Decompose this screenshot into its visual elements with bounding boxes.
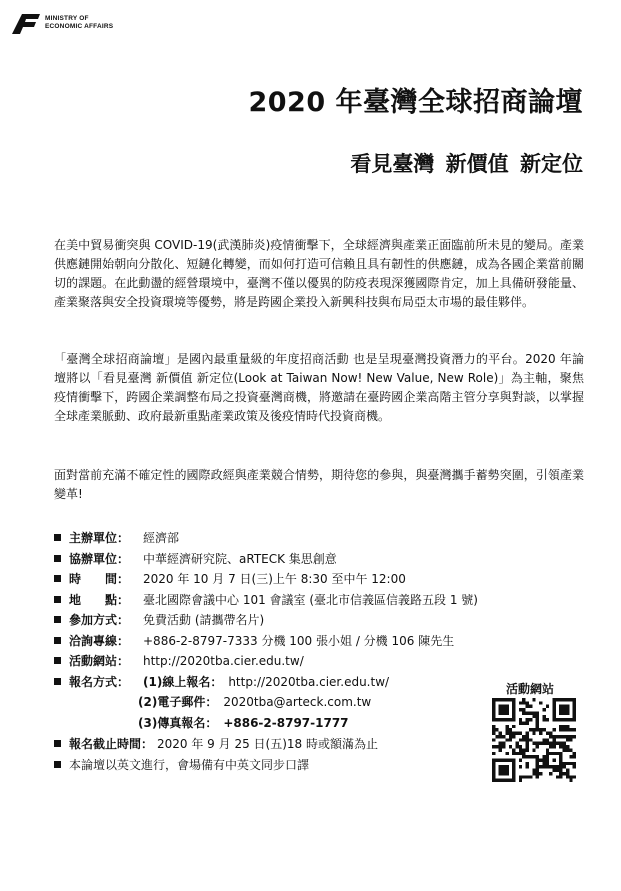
time-label: 時 間： xyxy=(69,572,130,586)
info-row-method xyxy=(54,610,494,631)
contact-value: +886-2-8797-7333 分機 100 張小姐 / 分機 106 陳先生 xyxy=(143,633,455,648)
intro-paragraph-2: 「臺灣全球招商論壇」是國內最重量級的年度招商活動 也是呈現臺灣投資潛力的平台。2020 年論壇將以「看見臺灣 新價值 新定位(Look at Taiwan Now! New Value, New Role)」為主軸，聚焦疫情衝擊下，跨國企業調整布局之投資臺灣商機，將邀請在臺跨國企業高階主管分享與對談，以掌握全球產業脈動、政府最新重點產業政策及後疫情時代投資商機。 xyxy=(54,352,584,423)
square-bullet-icon xyxy=(54,616,61,623)
info-row-deadline xyxy=(54,734,494,755)
info-row-time xyxy=(54,569,494,590)
info-row-organizer xyxy=(54,528,494,549)
page-title: 2020 年臺灣全球招商論壇 xyxy=(248,87,583,118)
square-bullet-icon xyxy=(54,740,61,747)
register-fax-item xyxy=(54,713,494,734)
ministry-logo xyxy=(12,12,113,34)
square-bullet-icon xyxy=(54,555,61,562)
intro-paragraph-3: 面對當前充滿不確定性的國際政經與產業競合情勢，期待您的參與，與臺灣攜手蓄勢突圍，引領產業變革! xyxy=(54,468,584,501)
interpretation-note: 本論壇以英文進行，會場備有中英文同步口譯 xyxy=(69,757,310,772)
qr-code-icon[interactable] xyxy=(492,698,576,782)
website-label: 活動網站： xyxy=(69,654,130,668)
square-bullet-icon xyxy=(54,596,61,603)
square-bullet-icon xyxy=(54,761,61,768)
page-subtitle: 看見臺灣 新價值 新定位 xyxy=(350,152,583,176)
info-row-coorganizer xyxy=(54,549,494,570)
deadline-value: 2020 年 9 月 25 日(五)18 時或額滿為止 xyxy=(157,737,378,751)
organizer-value: 經濟部 xyxy=(143,531,180,545)
coorganizer-value: 中華經濟研究院、aRTECK 集思創意 xyxy=(143,551,337,566)
info-row-contact xyxy=(54,631,494,652)
event-info-list xyxy=(54,528,494,775)
register-email-label: (2)電子郵件： xyxy=(138,695,218,709)
square-bullet-icon xyxy=(54,637,61,644)
intro-paragraph-1: 在美中貿易衝突與 COVID-19(武漢肺炎)疫情衝擊下，全球經濟與產業正面臨前所未見的變局。產業供應鏈開始朝向分散化、短鏈化轉變，而如何打造可信賴且具有韌性的供應鏈，成為各國企業當前關切的課題。在此動盪的經營環境中，臺灣不僅以優異的防疫表現深獲國際肯定，加上具備研發能量、產業聚落與安全投資環境等優勢，將是跨國企業投入新興科技與布局亞太市場的最佳夥伴。 xyxy=(54,238,584,309)
register-email-item xyxy=(54,692,494,713)
square-bullet-icon xyxy=(54,657,61,664)
moea-logo-icon xyxy=(12,12,40,34)
website-link[interactable]: http://2020tba.cier.edu.tw/ xyxy=(143,654,304,668)
register-label: 報名方式： xyxy=(69,674,130,689)
organizer-label: 主辦單位： xyxy=(69,531,130,545)
info-row-note xyxy=(54,755,494,776)
venue-value: 臺北國際會議中心 101 會議室 (臺北市信義區信義路五段 1 號) xyxy=(143,592,478,607)
coorganizer-label: 協辦單位： xyxy=(69,551,130,566)
register-email-link[interactable]: 2020tba@arteck.com.tw xyxy=(223,695,372,709)
method-value: 免費活動 (請攜帶名片) xyxy=(143,613,265,627)
register-fax-number: +886-2-8797-1777 xyxy=(223,716,349,730)
ministry-name: MINISTRY OF ECONOMIC AFFAIRS xyxy=(45,15,114,30)
register-online-link[interactable]: http://2020tba.cier.edu.tw/ xyxy=(228,674,390,689)
square-bullet-icon xyxy=(54,575,61,582)
square-bullet-icon xyxy=(54,678,61,685)
qr-label: 活動網站 xyxy=(506,682,555,696)
contact-label: 洽詢專線： xyxy=(69,633,130,648)
time-value: 2020 年 10 月 7 日(三)上午 8:30 至中午 12:00 xyxy=(143,572,406,586)
register-online-label: (1)線上報名： xyxy=(143,674,223,689)
register-fax-label: (3)傳真報名： xyxy=(138,716,218,730)
info-row-website xyxy=(54,651,494,672)
square-bullet-icon xyxy=(54,534,61,541)
info-row-venue xyxy=(54,590,494,611)
method-label: 參加方式： xyxy=(69,613,130,627)
venue-label: 地 點： xyxy=(69,592,130,607)
info-row-register xyxy=(54,672,494,693)
deadline-label: 報名截止時間： xyxy=(69,737,154,751)
register-online-item xyxy=(143,672,389,693)
